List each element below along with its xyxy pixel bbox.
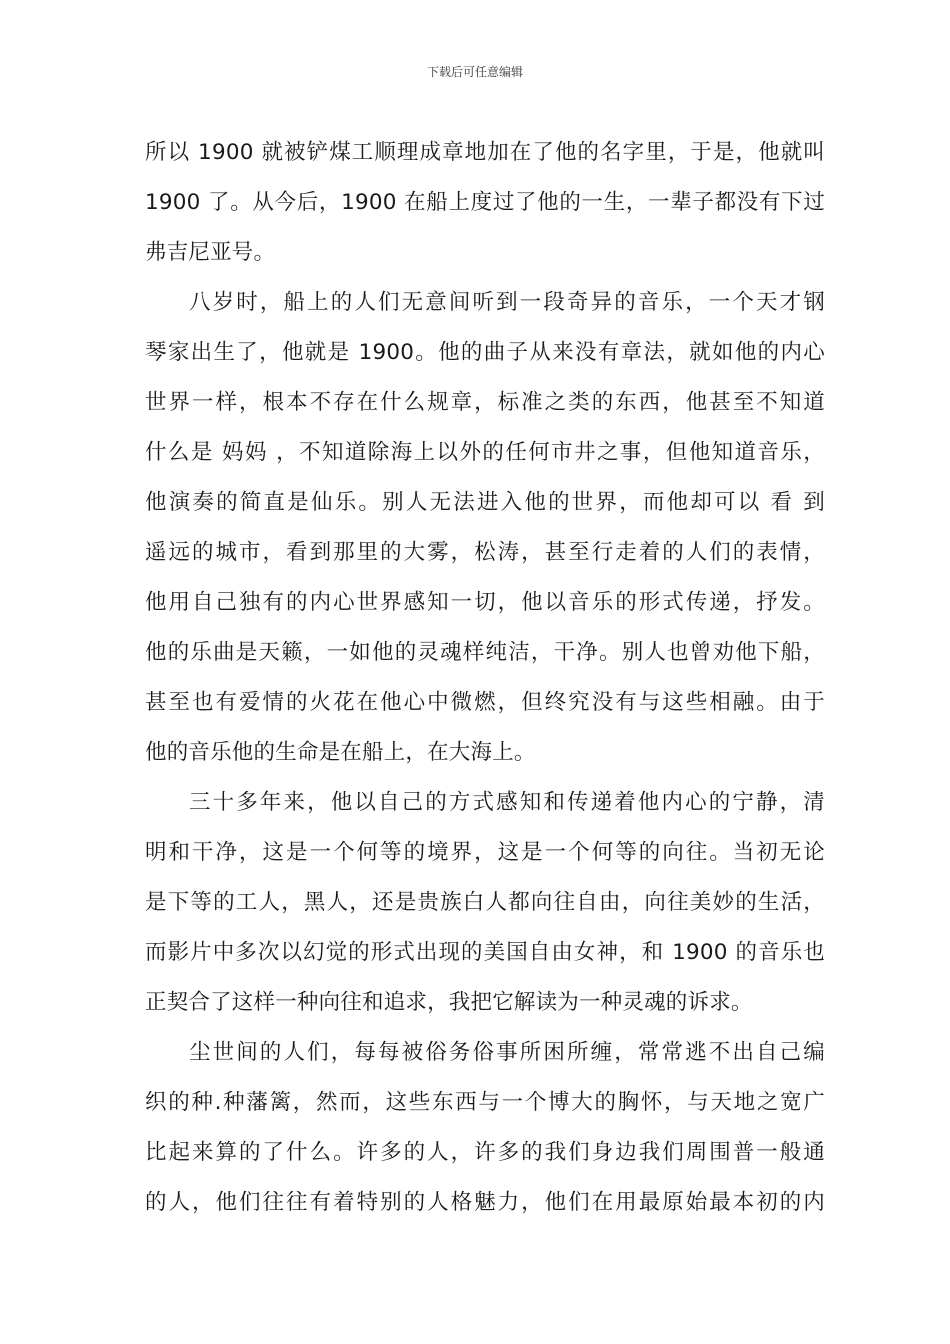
- body-line: 他的音乐他的生命是在船上，在大海上。: [145, 740, 536, 765]
- body-line: 比起来算的了什么。许多的人，许多的我们身边我们周围普一般通: [145, 1140, 825, 1165]
- body-line: 什么是 妈妈 ，不知道除海上以外的任何市井之事，但他知道音乐，: [145, 440, 825, 465]
- body-line: 明和干净，这是一个何等的境界，这是一个何等的向往。当初无论: [145, 840, 825, 865]
- body-line: 他用自己独有的内心世界感知一切，他以音乐的形式传递，抒发。: [145, 590, 825, 615]
- body-line: 八岁时，船上的人们无意间听到一段奇异的音乐，一个天才钢: [189, 290, 825, 315]
- body-line: 1900 了。从今后，1900 在船上度过了他的一生，一辈子都没有下过: [145, 190, 825, 215]
- body-line: 他演奏的简直是仙乐。别人无法进入他的世界，而他却可以 看 到: [145, 490, 825, 515]
- body-line: 世界一样，根本不存在什么规章，标准之类的东西，他甚至不知道: [145, 390, 825, 415]
- body-line: 三十多年来，他以自己的方式感知和传递着他内心的宁静，清: [189, 790, 825, 815]
- page-header-note: 下载后可任意编辑: [426, 65, 523, 79]
- body-line: 甚至也有爱情的火花在他心中微燃，但终究没有与这些相融。由于: [145, 690, 825, 715]
- body-line: 的人，他们往往有着特别的人格魅力，他们在用最原始最本初的内: [145, 1190, 825, 1215]
- body-line: 琴家出生了，他就是 1900。他的曲子从来没有章法，就如他的内心: [145, 340, 825, 365]
- body-line: 尘世间的人们，每每被俗务俗事所困所缠，常常逃不出自己编: [189, 1040, 825, 1065]
- body-line: 正契合了这样一种向往和追求，我把它解读为一种灵魂的诉求。: [145, 990, 753, 1015]
- body-line: 弗吉尼亚号。: [145, 240, 276, 265]
- body-line: 他的乐曲是天籁，一如他的灵魂样纯洁，干净。别人也曾劝他下船，: [145, 640, 825, 665]
- body-line: 所以 1900 就被铲煤工顺理成章地加在了他的名字里，于是，他就叫: [145, 140, 825, 165]
- body-line: 而影片中多次以幻觉的形式出现的美国自由女神，和 1900 的音乐也: [145, 940, 825, 965]
- body-line: 织的种.种藩篱，然而，这些东西与一个博大的胸怀，与天地之宽广: [145, 1090, 825, 1115]
- body-text: [145, 128, 825, 1228]
- body-line: 是下等的工人，黑人，还是贵族白人都向往自由，向往美妙的生活，: [145, 890, 825, 915]
- body-line: 遥远的城市，看到那里的大雾，松涛，甚至行走着的人们的表情，: [145, 540, 825, 565]
